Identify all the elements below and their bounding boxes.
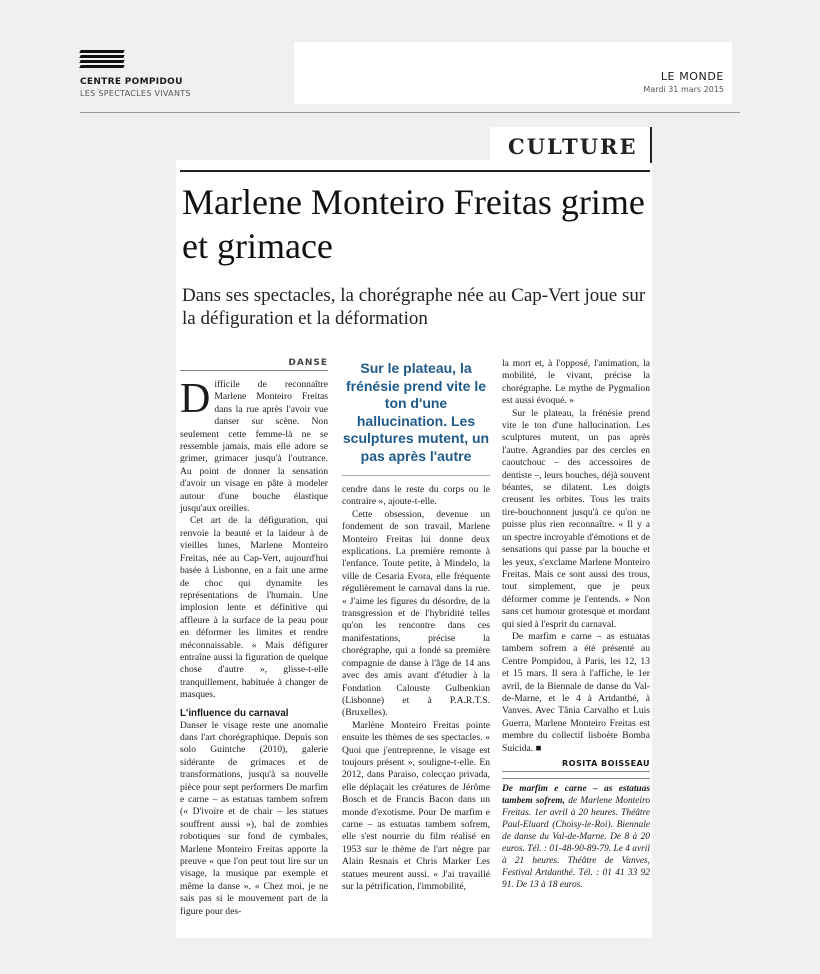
- paragraph: De marfim e carne – as estuatas tambem sofrem a été présenté au Centre Pompidou, à Paris, les 12, 13 et 15 mars. Il sera à l'affiche, le 1er avril, de la Biennale de danse du Val-de-Marne, et le 4 à Artdanthé, à Vanves. Avec Tânia Carvalho et Luis Guerra, Marlene Monteiro Freitas est membre du collectif lisboète Bomba Suicida. ■: [502, 630, 650, 754]
- centre-pompidou-logo-icon: [80, 50, 124, 72]
- pull-quote: Sur le plateau, la frénésie prend vite le ton d'une hallucination. Les sculptures mutent, un pas après l'autre: [342, 358, 490, 476]
- column-1: [180, 358, 328, 918]
- publication-name: LE MONDE: [660, 70, 724, 83]
- article-standfirst: Dans ses spectacles, la chorégraphe née au Cap-Vert joue sur la défiguration et la déformation: [182, 285, 646, 329]
- article-title: Marlene Monteiro Freitas grime et grimace: [182, 182, 645, 266]
- info-title: De marfim e carne – as estatuas tambem sofrem,: [502, 784, 650, 806]
- header-divider: [80, 112, 740, 113]
- paragraph: Cette obsession, devenue un fondement de son travail, Marlene Monteiro Freitas lui donne deux explications. La première remonte à l'enfance. Toute petite, à Mindelo, la ville de Cesaria Evora, elle fréquente régulièrement le carnaval dans la rue. « J'aime les figures du désordre, de la transgression et de l'hybridité telles qu'on les rencontre dans ces manifestations, précise la chorégraphe, qui a fondé sa première compagnie de danse à l'âge de 14 ans avec des amis avant d'étudier à la Fondation Calouste Gulbenkian (Lisbonne) et à P.A.R.T.S. (Bruxelles).: [342, 508, 490, 719]
- paragraph: cendre dans le reste du corps ou le contraire », ajoute-t-elle.: [342, 484, 490, 508]
- drop-cap: D: [180, 376, 211, 422]
- section-rubric: DANSE: [180, 358, 328, 371]
- publication-box: [294, 42, 732, 104]
- paragraph: Sur le plateau, la frénésie prend vite le ton d'une hallucination. Les sculptures mutent, un pas après l'autre. Agrandies par des cercles en caoutchouc – des accessoires de dentiste –, leurs bouches, déjà souvent béantes, se dilatent. Les doigts creusent les orbites. Tous les traits tire-bouchonnent jusqu'à ce qu'on ne puisse plus rien reconnaître. « Il y a un spectre incroyable d'émotions et de sensations qui passe par la bouche et les yeux, s'exclame Marlene Monteiro Freitas. Mais ce sont aussi des trous, tout simplement, que je peux déformer comme je l'entends. » Non sans cet humour grotesque et mordant qui sied à l'esprit du carnaval.: [502, 407, 650, 630]
- paragraph: Cet art de la défiguration, qui renvoie la beauté et la laideur à de vieilles lunes, Marlene Monteiro Freitas, née au Cap-Vert, aujourd'hui basée à Lisbonne, en a fait une arme de choc qui dynamite les représentations de l'humain. Une implosion lente et définitive qui affleure à la surface de la peau pour en déformer les limites et rendre méconnaissable. « Mais défigurer entraîne aussi la figuration de quelque chose d'autre », glisse-t-elle tranquillement, habituée à changer de masques.: [180, 515, 328, 701]
- info-box: [502, 778, 650, 891]
- org-subtitle: LES SPECTACLES VIVANTS: [80, 89, 191, 98]
- section-label-box: [490, 127, 652, 163]
- org-name: CENTRE POMPIDOU: [80, 77, 183, 87]
- subheading: L'influence du carnaval: [180, 707, 289, 719]
- clipping-header: [80, 40, 740, 112]
- info-body: de Marlene Monteiro Freitas. 1er avril à 20 heures. Théâtre Paul-Eluard (Choisy-le-Roi). Biennale de danse du Val-de-Marne. De 8 à 20 euros. Tél. : 01-48-90-89-79. Le 4 avril à 21 heures. Théâtre de Vanves, Festival Artdanthé. Tél. : 01 41 33 92 91. De 13 à 18 euros.: [502, 796, 651, 890]
- section-label: CULTURE: [508, 134, 638, 159]
- paragraph: Difficile de reconnaître Marlene Monteiro Freitas dans la rue après l'avoir vue danser sur scène. Non seulement cette femme-là ne se ressemble jamais, mais elle adore se grimer, grimacer jusqu'à l'outrance. Au point de donner la sensation d'avoir un visage en pâte à modeler autour d'une bouche élastique jusqu'aux oreilles.: [180, 376, 328, 515]
- article-clipping: [176, 160, 652, 938]
- title-rule: [180, 170, 650, 172]
- paragraph: la mort et, à l'opposé, l'animation, la mobilité, le vivant, précise la chorégraphe. Le mythe de Pygmalion est aussi évoqué. »: [502, 358, 650, 407]
- column-2: [342, 358, 490, 893]
- paragraph: Marlène Monteiro Freitas pointe ensuite les thèmes de ses spectacles. « Quoi que j'entreprenne, le visage est toujours présent », souligne-t-elle. En 2012, dans Paraiso, colecçao privada, elle déplaçait les créatures de Jérôme Bosch et de Francis Bacon dans un monde d'exotisme. Pour De marfim e carne – as estuatas tambem sofrem, elle s'est nourrie du film réalisé en 1953 sur le thème de l'art nègre par Alain Resnais et Chris Marker Les statues meurent aussi. « J'ai travaillé sur la pétrification, l'immobilité,: [342, 719, 490, 892]
- author-signature: ROSITA BOISSEAU: [502, 759, 650, 772]
- column-3: [502, 358, 650, 891]
- paragraph: Danser le visage reste une anomalie dans l'art chorégraphique. Depuis son solo Guintche (2010), galerie sidérante de grimaces et de transformations, jusqu'à sa nouvelle pièce pour sept performers De marfim e carne – as estatuas tambem sofrem (« D'ivoire et de chair – les statues souffrent aussi »), bal de zombies robotiques sur fond de cymbales, Marlene Monteiro Freitas apporte la preuve « que l'on peut tout lire sur un visage, la musique par exemple et même la danse ». « Chez moi, je ne sais pas si le mouvement part de la figure pour des-: [180, 719, 328, 917]
- publication-date: Mardi 31 mars 2015: [643, 85, 724, 94]
